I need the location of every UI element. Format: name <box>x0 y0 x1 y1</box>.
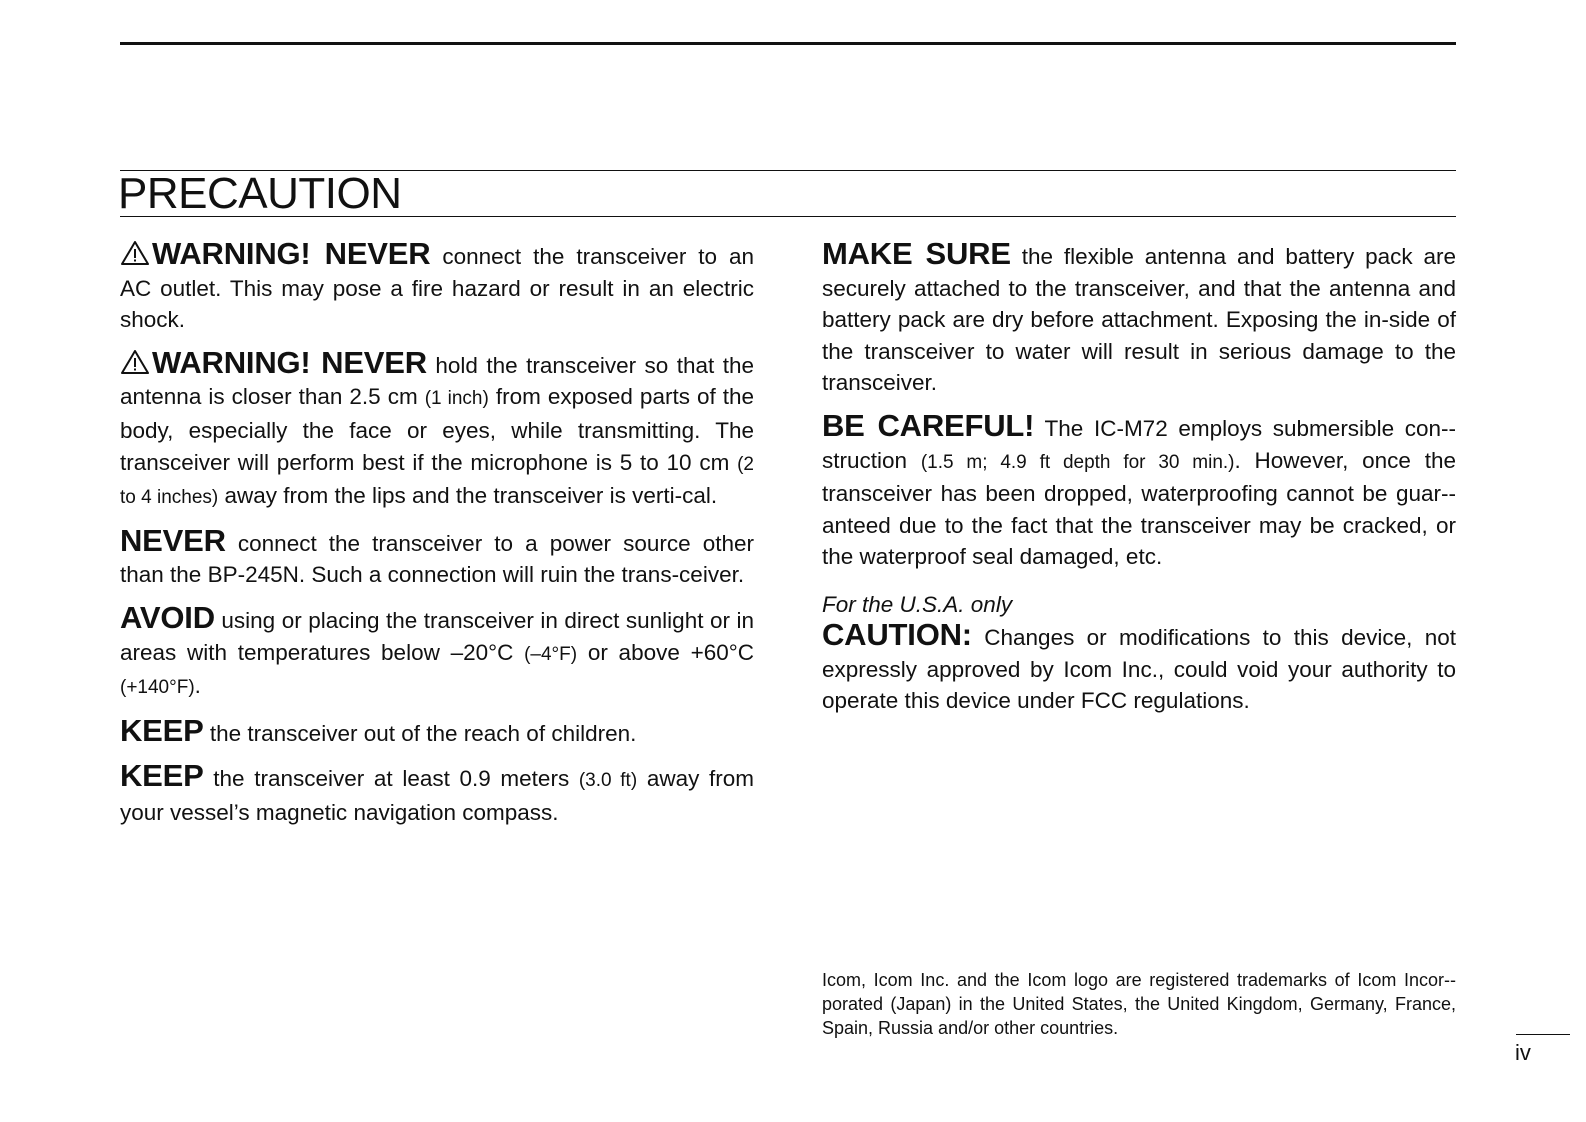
usa-section <box>822 591 1456 717</box>
precaution-paragraph <box>120 760 754 828</box>
precaution-text: the transceiver at least 0.9 meters <box>203 766 579 792</box>
precaution-text: The IC-M72 employs submersible con-struction <box>822 415 1456 473</box>
precaution-text: away from the lips and the transceiver is verti-cal. <box>218 483 718 509</box>
page-number-rule <box>1516 1034 1570 1035</box>
precaution-paragraph <box>120 238 754 336</box>
unit-conversion-text: (+140°F) <box>120 677 195 699</box>
precaution-keyword: NEVER <box>120 522 226 558</box>
usa-only-label: For the U.S.A. only <box>822 591 1013 617</box>
precaution-paragraph <box>120 522 754 591</box>
caution-paragraph <box>822 616 1456 717</box>
precaution-keyword: WARNING! NEVER <box>152 236 431 271</box>
precaution-text: . However, once the transceiver has been dropped, waterproofing cannot be guar-anteed due to the fact that the transceiver may be cracked, or the waterproof seal damaged, etc. <box>822 447 1456 570</box>
precaution-text: from exposed parts of the body, especially the face or eyes, while transmitting. The transceiver will perform best if the microphone is 5 to 10 cm <box>120 384 755 475</box>
unit-conversion-text: (–4°F) <box>524 643 578 665</box>
precaution-paragraph <box>120 599 755 704</box>
precaution-text: connect the transceiver to a power source other than the BP-245N. Such a connection will ruin the trans-ceiver. <box>120 530 754 588</box>
unit-conversion-text: (3.0 ft) <box>578 770 638 792</box>
precaution-text: using or placing the transceiver in direct sunlight or in areas with temperatures below –20°C <box>120 607 754 665</box>
right-column-paragraphs <box>822 238 1456 573</box>
precaution-text: the transceiver out of the reach of children. <box>203 720 637 746</box>
title-rule-bottom <box>120 216 1456 217</box>
warning-triangle-icon <box>120 240 150 266</box>
unit-conversion-text: (2 to 4 inches) <box>120 453 754 509</box>
page-number: iv <box>1515 1040 1531 1065</box>
precaution-keyword: KEEP <box>120 758 204 794</box>
unit-conversion-text: (1.5 m; 4.9 ft depth for 30 min.) <box>920 451 1235 473</box>
precaution-keyword: MAKE SURE <box>822 236 1011 271</box>
precaution-paragraph <box>822 238 1456 399</box>
precaution-text: or above +60°C <box>577 639 755 665</box>
precaution-keyword: BE CAREFUL! <box>822 407 1035 443</box>
precaution-text: away from your vessel’s magnetic navigation compass. <box>120 766 755 825</box>
precaution-keyword: AVOID <box>120 599 215 635</box>
precaution-paragraph <box>120 712 754 750</box>
precaution-keyword: KEEP <box>120 712 204 748</box>
header-rule <box>120 42 1456 45</box>
page-title: PRECAUTION <box>118 169 402 218</box>
warning-triangle-icon <box>120 349 150 375</box>
precaution-paragraph <box>120 344 755 514</box>
precaution-text: . <box>194 673 201 699</box>
left-column <box>120 238 754 840</box>
precaution-text: the flexible antenna and battery pack are securely attached to the transceiver, and that the antenna and battery pack are dry before attachment. Exposing the in-side of the transceiver to water will result in serious damage to the transceiver. <box>822 244 1456 396</box>
right-column <box>822 238 1456 728</box>
trademark-notice: Icom, Icom Inc. and the Icom logo are registered trademarks of Icom Incor-porated (Japan) in the United States, the United Kingdom, Germany, France, Spain, Russia and/or other countries. <box>822 970 1456 1038</box>
precaution-text: connect the transceiver to an AC outlet. This may pose a fire hazard or result in an electric shock. <box>120 244 755 333</box>
precaution-paragraph <box>822 407 1456 573</box>
precaution-text: hold the transceiver so that the antenna is closer than 2.5 cm <box>120 352 754 410</box>
caution-text: Changes or modifications to this device, not expressly approved by Icom Inc., could void your authority to operate this device under FCC regulations. <box>822 624 1456 714</box>
precaution-keyword: WARNING! NEVER <box>152 344 427 380</box>
unit-conversion-text: (1 inch) <box>424 388 489 410</box>
caution-keyword: CAUTION: <box>822 616 972 652</box>
